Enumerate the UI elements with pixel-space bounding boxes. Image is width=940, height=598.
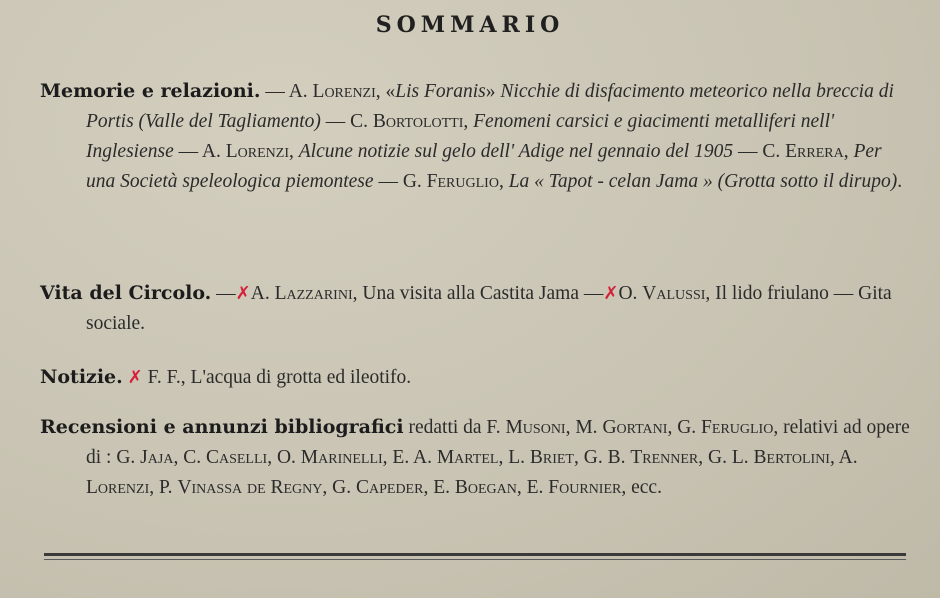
text: O.: [618, 283, 643, 304]
author-name: Jaja: [140, 447, 174, 468]
text: A.: [288, 81, 313, 102]
text: redatti da F.: [403, 417, 506, 438]
section-heading: Notizie.: [40, 366, 123, 388]
text: , M.: [565, 417, 603, 438]
text: ,: [498, 171, 509, 192]
section-memorie: [40, 76, 910, 197]
red-cross-mark: ✗: [235, 283, 251, 304]
text: , L.: [498, 447, 530, 468]
bottom-rule-thick: [44, 553, 906, 556]
text: , Il lido friulano — Gita sociale.: [86, 283, 892, 334]
author-name: Fournier: [548, 477, 622, 498]
author-name: Vinassa de Regny: [177, 477, 323, 498]
text: .: [897, 171, 903, 192]
section-vita: [40, 278, 910, 339]
text: ,: [289, 141, 299, 162]
dash: —: [260, 81, 289, 102]
text: »: [485, 81, 501, 102]
author-name: Lorenzi: [312, 81, 376, 102]
work-title: La « Tapot - celan Jama » (Grotta sotto il dirupo): [508, 171, 898, 192]
text: , G.: [667, 417, 702, 438]
text: ,: [463, 111, 474, 132]
notizie-paragraph: [40, 362, 910, 393]
author-name: Gortani: [602, 417, 668, 438]
red-cross-mark: ✗: [603, 283, 619, 304]
text: , O.: [267, 447, 301, 468]
author-name: Feruglio: [701, 417, 774, 438]
text: A.: [250, 283, 275, 304]
section-heading: Recensioni e annunzi bibliografici: [40, 416, 404, 438]
text: , G.: [322, 477, 356, 498]
author-name: Caselli: [205, 447, 268, 468]
author-name: Trenner: [630, 447, 699, 468]
text: , C.: [173, 447, 206, 468]
text: , relativi ad opere di : G.: [86, 417, 910, 468]
text: , G. B.: [574, 447, 631, 468]
text: , Una visita alla Castita Jama —: [352, 283, 604, 304]
work-title: Alcune notizie sul gelo dell' Adige nel gennaio del 1905: [298, 141, 734, 162]
work-title: Lis Foranis: [395, 81, 486, 102]
text: , P.: [149, 477, 178, 498]
author-name: Musoni: [505, 417, 566, 438]
text: , G. L.: [698, 447, 754, 468]
bottom-rule-thin: [44, 559, 906, 560]
author-name: Valussi: [642, 283, 706, 304]
work-title: Nicchie di disfacimento meteorico nella breccia di Portis (Valle del Tagliamento): [86, 81, 894, 132]
author-name: Capeder: [355, 477, 424, 498]
author-name: Feruglio: [426, 171, 499, 192]
section-notizie: [40, 362, 910, 393]
author-name: Lorenzi: [225, 141, 289, 162]
text: F. F., L'acqua di grotta ed ileotifo.: [142, 367, 412, 388]
text: , A.: [829, 447, 858, 468]
text: , E.: [516, 477, 549, 498]
text: — C.: [320, 111, 373, 132]
section-heading: Vita del Circolo.: [40, 282, 212, 304]
text: , ecc.: [621, 477, 662, 498]
page-title: SOMMARIO: [375, 12, 565, 38]
text: , «: [375, 81, 396, 102]
section-heading: Memorie e relazioni.: [40, 80, 261, 102]
recensioni-paragraph: [40, 412, 910, 503]
author-name: Bertolini: [753, 447, 830, 468]
memorie-paragraph: [40, 76, 910, 197]
work-title: Fenomeni carsici e giacimenti metalliferi nell' Inglesiense: [86, 111, 835, 162]
work-title: Per una Società speleologica piemontese: [86, 141, 882, 192]
author-name: Lorenzi: [86, 477, 150, 498]
text: ,: [843, 141, 854, 162]
author-name: Boegan: [454, 477, 517, 498]
text: , E.: [423, 477, 455, 498]
text: — A.: [173, 141, 226, 162]
author-name: Briet: [529, 447, 574, 468]
text: — C.: [733, 141, 786, 162]
text: , E. A.: [382, 447, 437, 468]
text: —: [211, 283, 236, 304]
author-name: Errera: [785, 141, 844, 162]
author-name: Bortolotti: [372, 111, 464, 132]
author-name: Marinelli: [300, 447, 383, 468]
author-name: Lazzarini: [274, 283, 353, 304]
text: — G.: [373, 171, 427, 192]
red-cross-mark: ✗: [127, 367, 143, 388]
section-recensioni: [40, 412, 910, 503]
vita-paragraph: [40, 278, 910, 339]
author-name: Martel: [436, 447, 499, 468]
